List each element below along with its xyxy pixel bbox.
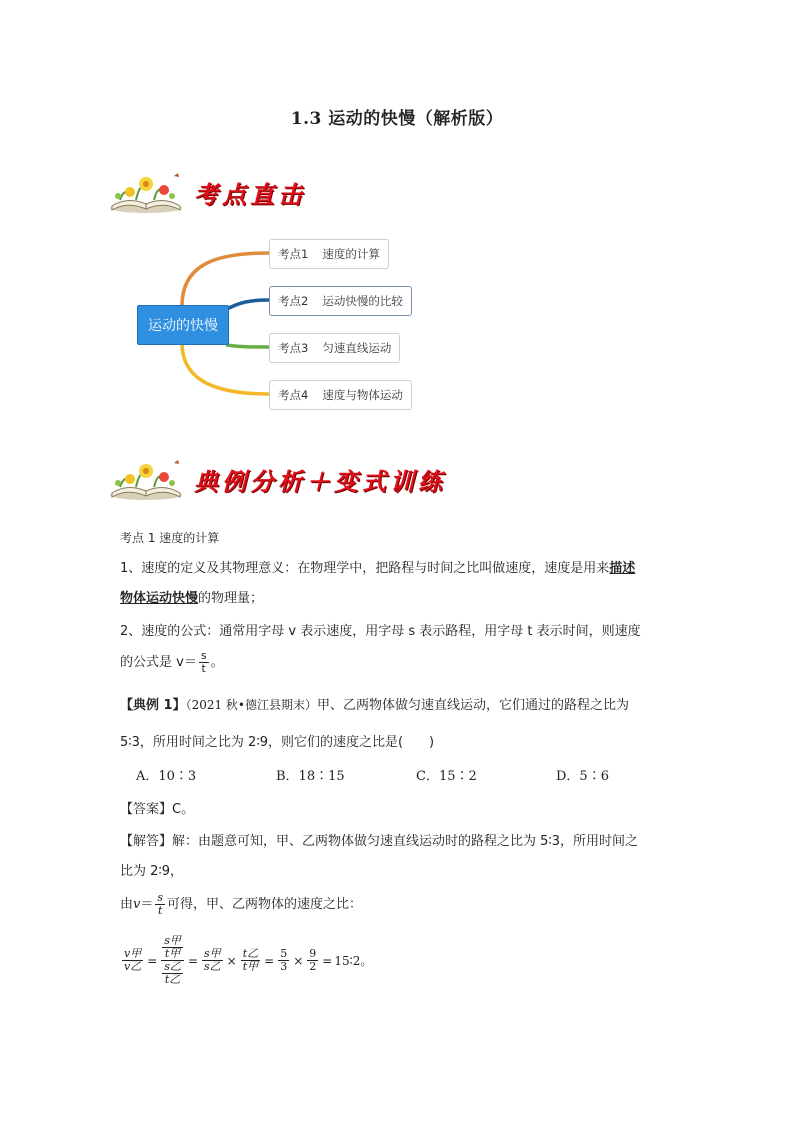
example-label: 【典例 1】 — [120, 698, 186, 713]
solution-calculation: $\frac{\text{v甲}}{\text{v乙}}$ = $\frac{\frac{\text{s甲}}{\text{t甲}}}{\frac{\text{s乙}}{\text{t乙}}}$ = $\frac{\text{s甲}}{\text{s乙}}$ × $\frac{\text{t乙}}{\text{t甲}}$ = $\frac{5}{3}$ × $\frac{9}{2}$ = 15∶2。 — [124, 934, 373, 986]
paragraph-definition: 1、速度的定义及其物理意义：在物理学中，把路程与时间之比叫做速度，速度是用来描述 — [120, 561, 636, 576]
mindmap-node-1[interactable] — [269, 239, 389, 269]
section-banner-2 — [106, 457, 446, 501]
solution-line-1: 【解答】解：由题意可知，甲、乙两物体做匀速直线运动时的路程之比为 5∶3，所用时间之 — [120, 834, 639, 849]
banner-title-2: 典例分析＋变式训练 — [194, 466, 446, 496]
formula-fraction: $\frac{s}{t}$ — [157, 891, 164, 917]
solution-line-3: 由v＝ $\frac{s}{t}$ 可得，甲、乙两物体的速度之比： — [120, 891, 363, 917]
mindmap-node-2[interactable] — [269, 286, 412, 316]
section-heading: 考点 1 速度的计算 — [120, 531, 220, 545]
emphasis-text: 描述 — [609, 561, 636, 576]
emphasis-text: 物体运动快慢 — [120, 591, 199, 606]
node-label: 运动快慢的比较 — [322, 294, 403, 308]
banner-title-1: 考点直击 — [194, 179, 306, 209]
option-a[interactable]: A．10∶3 — [136, 769, 197, 784]
node-label: 速度的计算 — [322, 247, 380, 261]
options-row — [136, 767, 696, 787]
mindmap-node-3[interactable] — [269, 333, 400, 363]
option-c[interactable]: C．15∶2 — [416, 769, 477, 784]
example-question: 【典例 1】（2021 秋•德江县期末）甲、乙两物体做匀速直线运动，它们通过的路程之比为 — [120, 698, 630, 713]
section-banner-1 — [106, 170, 306, 214]
option-b[interactable]: B．18∶15 — [276, 769, 345, 784]
mindmap-node-4[interactable] — [269, 380, 412, 410]
node-label: 速度与物体运动 — [322, 388, 403, 402]
paragraph-formula: 2、速度的公式：通常用字母 v 表示速度，用字母 s 表示路程，用字母 t 表示时间，则速度 — [120, 624, 641, 639]
document-title: 1.3 运动的快慢（解析版） — [290, 109, 504, 129]
node-key: 考点2 — [278, 294, 309, 308]
example-question-cont: 5∶3，所用时间之比为 2∶9，则它们的速度之比是( ) — [120, 735, 435, 750]
example-source: （2021 秋•德江县期末） — [185, 698, 318, 712]
node-label: 匀速直线运动 — [322, 341, 392, 355]
node-key: 考点4 — [278, 388, 309, 402]
formula-fraction: $\frac{s}{t}$ — [200, 649, 207, 675]
answer-line: 【答案】C。 — [120, 802, 195, 817]
paragraph-formula-cont: 的公式是 v＝ $\frac{s}{t}$ 。 — [120, 649, 224, 675]
book-flowers-icon — [106, 457, 186, 501]
paragraph-definition-cont: 物体运动快慢的物理量； — [120, 591, 264, 606]
node-key: 考点3 — [278, 341, 309, 355]
book-flowers-icon — [106, 170, 186, 214]
solution-line-2: 比为 2∶9， — [120, 864, 184, 879]
option-d[interactable]: D．5∶6 — [556, 769, 609, 784]
calculation-result: 15∶2。 — [334, 954, 373, 968]
node-key: 考点1 — [278, 247, 309, 261]
mindmap-root: 运动的快慢 — [137, 305, 229, 345]
